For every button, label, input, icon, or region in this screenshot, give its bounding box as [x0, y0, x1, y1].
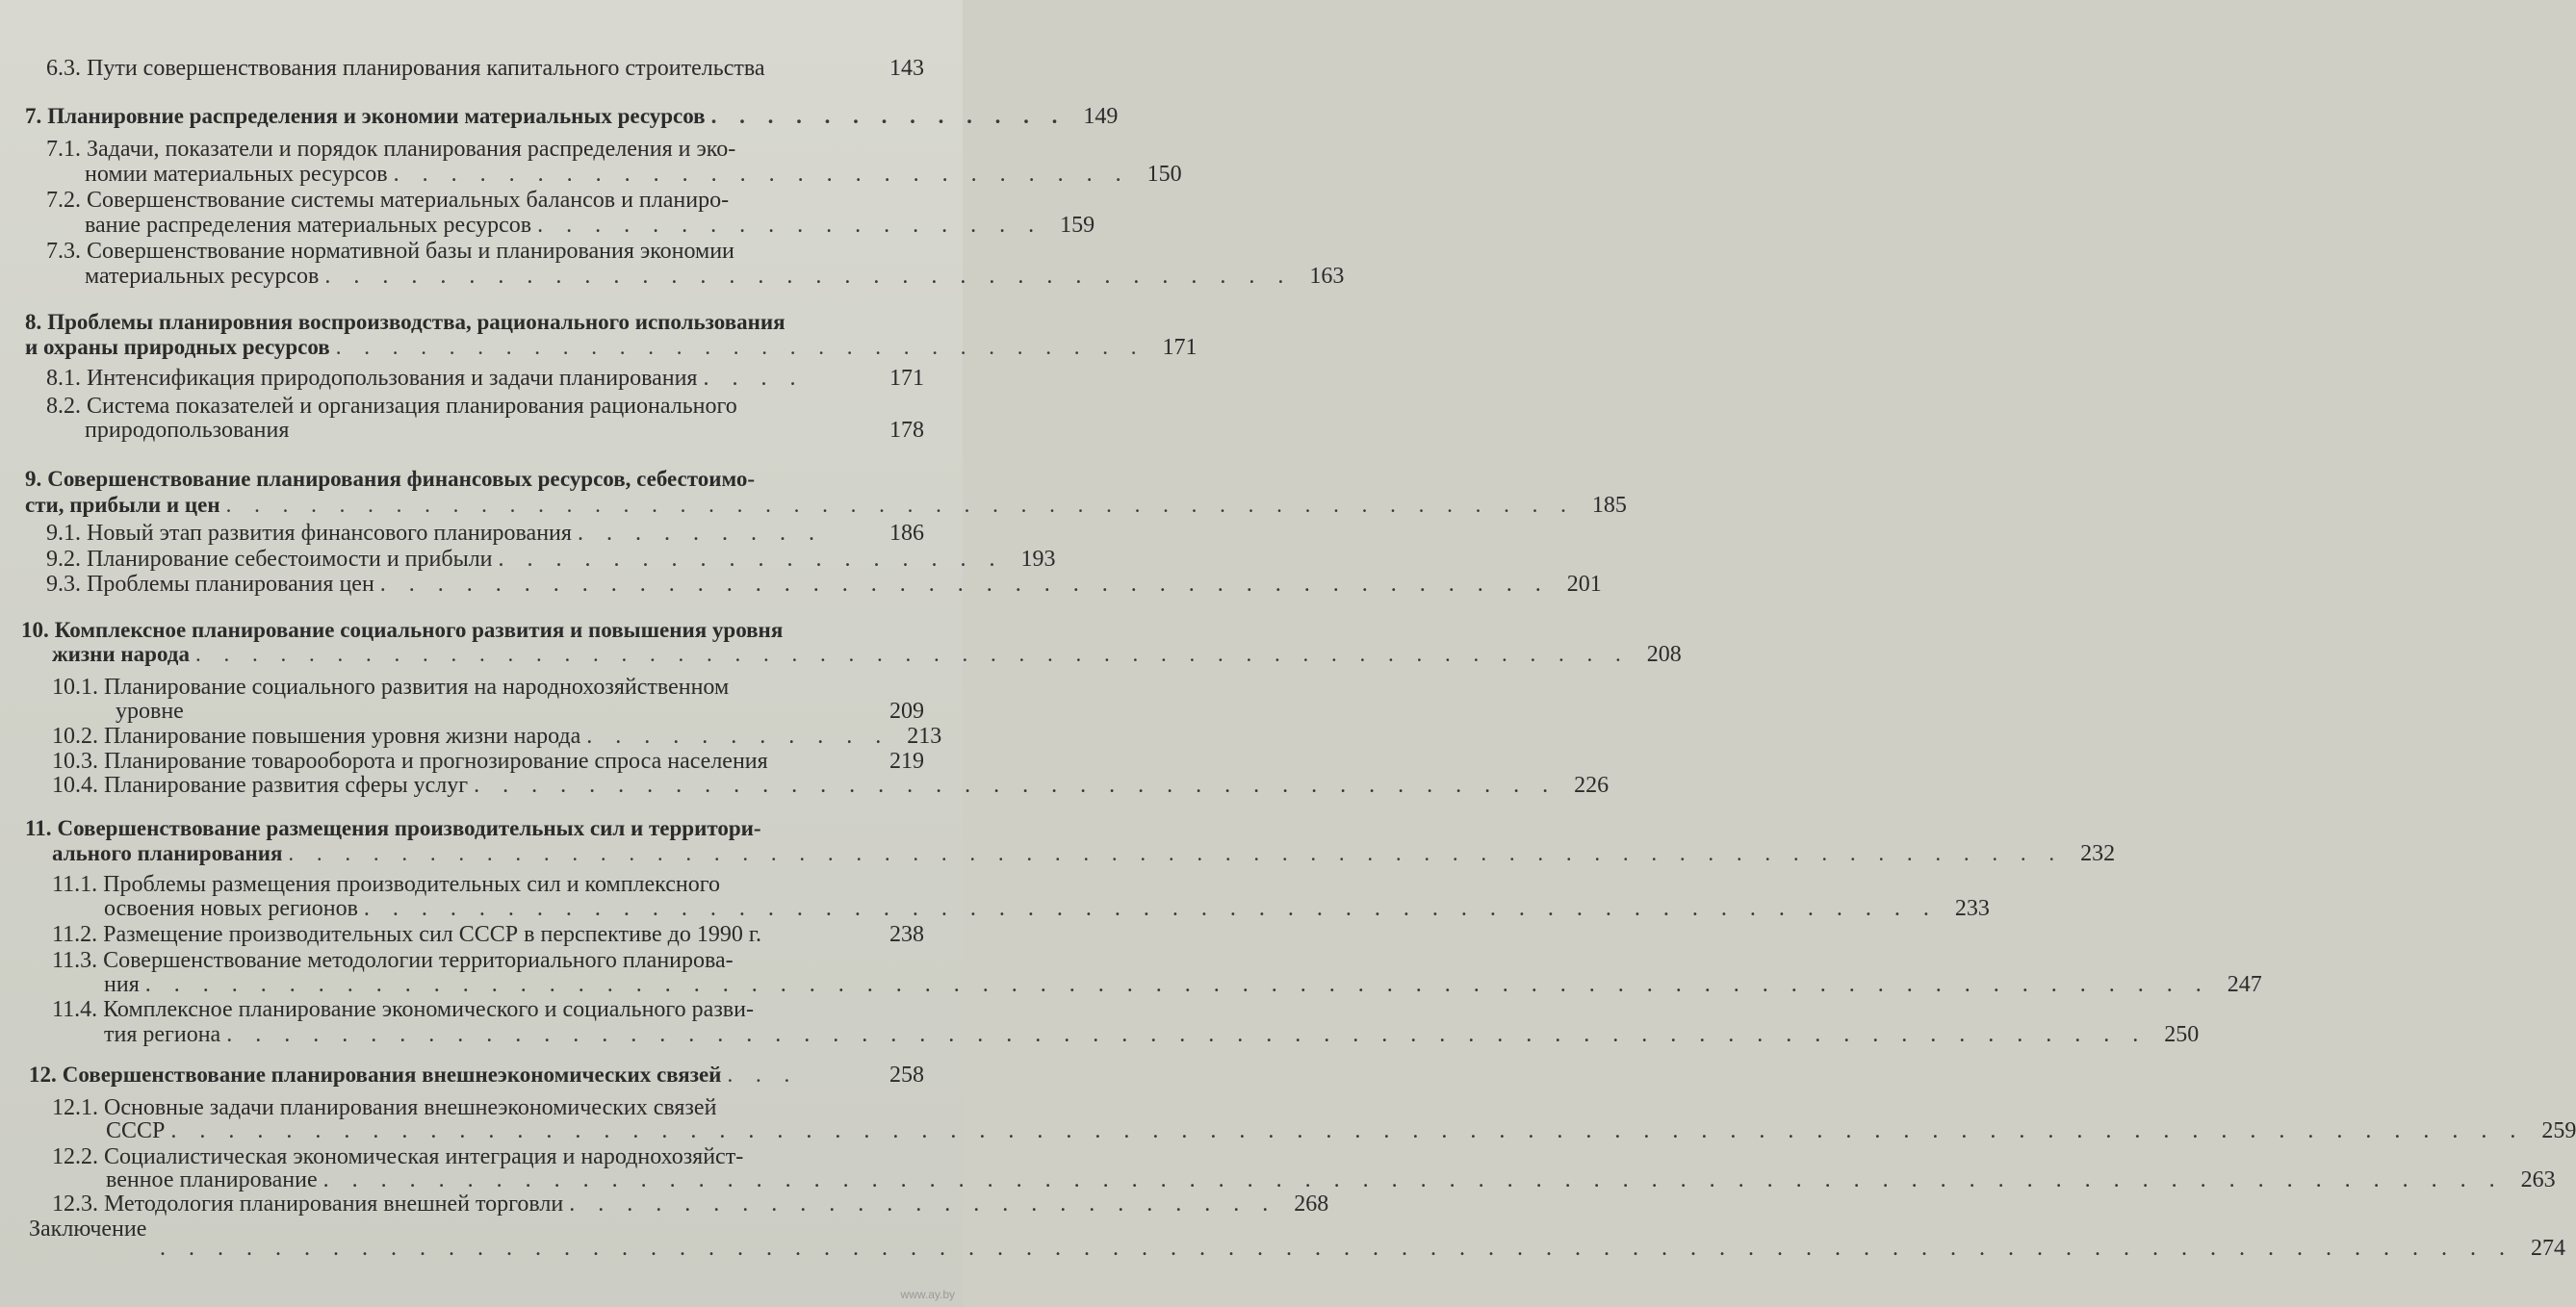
entry-title: Новый этап развития финансового планирования: [87, 521, 572, 546]
toc-entry-11-1: [52, 872, 924, 898]
entry-page: 163: [1309, 264, 1345, 289]
toc-chapter-8-cont: [25, 335, 1198, 361]
entry-page: 268: [1294, 1192, 1329, 1217]
toc-chapter-12: [29, 1063, 924, 1089]
entry-number: 8.2.: [46, 394, 81, 419]
toc-entry-7-2: [46, 188, 924, 214]
entry-number: 7.1.: [46, 137, 81, 162]
toc-chapter-11: [25, 816, 924, 841]
entry-title: материальных ресурсов: [85, 264, 320, 289]
entry-number: 12.2.: [52, 1144, 98, 1169]
entry-title: Задачи, показатели и порядок планирования распределения и эко-: [87, 137, 736, 162]
entry-title: жизни народа: [52, 642, 190, 666]
entry-page: 232: [2080, 841, 2116, 866]
toc-entry-11-4-cont: [104, 1022, 2200, 1048]
entry-title: уровне: [116, 699, 184, 724]
entry-title: Планирование себестоимости и прибыли: [87, 547, 493, 572]
dot-leader: . . . . . . . . . . . . . . . . . . . . . . . . . . . . . . . . . . . . . . . . . . . . . . . . . . . . . . . . . . . . . . . . . . .: [226, 1022, 2148, 1047]
toc-entry-6-3: [46, 56, 924, 82]
entry-title: Проблемы планировния воспроизводства, рационального использования: [47, 310, 786, 334]
watermark: www.ay.by: [900, 1288, 955, 1301]
entry-page: 209: [889, 699, 924, 724]
entry-number: 11.3.: [52, 948, 98, 973]
toc-entry-7-2-cont: [85, 213, 1095, 239]
entry-number: 12.1.: [52, 1095, 98, 1120]
toc-entry-8-1: [46, 366, 924, 392]
entry-page: 201: [1566, 572, 1602, 597]
dot-leader: . . .: [727, 1063, 799, 1087]
entry-title: Заключение: [29, 1217, 147, 1242]
toc-entry-11-4: [52, 997, 924, 1023]
toc-entry-10-1: [52, 675, 924, 701]
entry-title: Планирование социального развития на народнохозяйственном: [104, 675, 730, 700]
entry-title: тия региона: [104, 1022, 221, 1047]
toc-entry-8-2: [46, 394, 924, 420]
entry-number: 7.3.: [46, 239, 81, 264]
entry-page: 185: [1591, 493, 1627, 518]
entry-title: Система показателей и организация планирования рационального: [87, 394, 737, 419]
toc-entry-7-3: [46, 239, 924, 265]
toc-entry-12-1-cont: [106, 1118, 2576, 1144]
entry-number: 12.3.: [52, 1192, 98, 1217]
toc-entry-12-2: [52, 1144, 924, 1170]
entry-page: 143: [889, 56, 924, 81]
entry-page: 149: [1083, 104, 1119, 129]
entry-number: 11.: [25, 816, 52, 840]
toc-entry-7-3-cont: [85, 264, 1345, 290]
toc-entry-9-2: [46, 547, 1056, 573]
dot-leader: . . . . . . . . . . . . . . . . . .: [498, 547, 1004, 572]
dot-leader: . . . . . . . . . . . . . . . . . . . . . . . . .: [569, 1192, 1277, 1217]
dot-leader: . . . . . . . . . . . . . . . . . . . . . . . . . . . . . . . . . .: [324, 264, 1293, 289]
entry-page: 171: [889, 366, 924, 391]
entry-number: 12.: [29, 1063, 57, 1087]
entry-title: Совершенствование системы материальных балансов и планиро-: [87, 188, 730, 213]
toc-entry-10-3: [52, 749, 924, 775]
toc-entry-11-3-cont: [104, 972, 2262, 998]
entry-page: 274: [2531, 1236, 2565, 1261]
toc-chapter-10-cont: [52, 642, 1682, 668]
entry-title: Проблемы планирования цен: [87, 572, 374, 597]
dot-leader: . . . . . . . . . . . . . . . . . . . . . . . . . . . . . . . . . . . . . . . . . . . . . . . . . . .: [194, 642, 1630, 666]
entry-title: Планирование товарооборота и прогнозирование спроса населения: [104, 749, 768, 774]
entry-title: Методология планирования внешней торговли: [104, 1192, 564, 1217]
entry-title: сти, прибыли и цен: [25, 493, 220, 517]
entry-title: Планирование повышения уровня жизни народа: [104, 724, 581, 749]
entry-title: Совершенствование нормативной базы и планирования экономии: [87, 239, 734, 264]
entry-title: Пути совершенствования планирования капитального строительства: [87, 56, 765, 81]
entry-title: ния: [104, 972, 140, 997]
toc-chapter-11-cont: [52, 841, 2116, 867]
entry-title: Комплексное планирование социального развития и повышения уровня: [54, 618, 784, 642]
dot-leader: . . . . . . . . . . . . . . . . . . . . . . . . . . . . . . . . . . . . . . . . . . . . . . . . . . . . . . . . . . . . . . . . . . . . . . . .: [144, 972, 2210, 997]
entry-title: номии материальных ресурсов: [85, 162, 388, 187]
toc-entry-9-3: [46, 572, 1602, 598]
entry-title: Планировние распределения и экономии материальных ресурсов: [47, 104, 706, 128]
entry-number: 11.1.: [52, 872, 98, 897]
toc-entry-12-1: [52, 1095, 924, 1121]
toc-chapter-9: [25, 467, 924, 492]
entry-page: 247: [2227, 972, 2262, 997]
dot-leader: . . . . . . . . . . . . . . . . . . . . . . . . . .: [393, 162, 1130, 187]
entry-title: Совершенствование планирования финансовых ресурсов, себестоимо-: [47, 467, 755, 491]
entry-page: 193: [1020, 547, 1056, 572]
dot-leader: . . . . . . . . . . . . . . . . . . . . . . . . . . . . . . . . . . . . . . . . . . . . . . . . . . . . . . . . . . . . . . . . . . . . . . . . . . . .: [322, 1167, 2504, 1192]
entry-page: 150: [1146, 162, 1182, 187]
entry-number: 10.3.: [52, 749, 98, 774]
dot-leader: . . . . . . . . . . . . . . . . . . . . . . . . . . . . . . . . . . . . . . . . . . . . . . . . . . . . . . . . . . . . . . . . . . . . . . . . . . . . . . . . . .: [160, 1236, 2513, 1261]
entry-number: 9.3.: [46, 572, 81, 597]
entry-number: 7.2.: [46, 188, 81, 213]
entry-number: 11.2.: [52, 922, 98, 947]
toc-entry-10-2: [52, 724, 942, 750]
entry-number: 11.4.: [52, 997, 98, 1022]
entry-title: Совершенствование размещения производительных сил и территори-: [57, 816, 761, 840]
entry-page: 213: [907, 724, 942, 749]
entry-title: Социалистическая экономическая интеграция и народнохозяйст-: [104, 1144, 744, 1169]
dot-leader: . . . . . . . . . . . . . . . . . . . . . . . . . . . . .: [335, 335, 1146, 359]
entry-title: Проблемы размещения производительных сил и комплексного: [103, 872, 720, 897]
entry-title: природопользования: [85, 418, 290, 443]
entry-title: Основные задачи планирования внешнеэкономических связей: [104, 1095, 717, 1120]
entry-page: 186: [889, 521, 924, 546]
toc-entry-8-2-cont: [85, 418, 924, 444]
dot-leader: . . . .: [703, 366, 805, 391]
toc-entry-12-2-cont: [106, 1167, 2556, 1193]
dot-leader: . . . . . . . . . . .: [586, 724, 890, 749]
toc-chapter-9-cont: [25, 493, 1627, 519]
toc-entry-12-3: [52, 1192, 1329, 1217]
dot-leader: . . . . . . . . . . . . . . . . . . . . . . . . . . . . . . . . . . . . . . . . . . . . . . . . . . . . . . .: [363, 896, 1938, 921]
entry-title: вание распределения материальных ресурсов: [85, 213, 532, 238]
entry-number: 10.1.: [52, 675, 98, 700]
entry-number: 9.: [25, 467, 42, 491]
entry-title: Интенсификация природопользования и задачи планирования: [87, 366, 698, 391]
entry-number: 8.1.: [46, 366, 81, 391]
entry-page: 219: [889, 749, 924, 774]
toc-conclusion-page-line: [154, 1236, 2565, 1262]
toc-entry-7-1-cont: [85, 162, 1182, 188]
entry-page: 233: [1954, 896, 1990, 921]
toc-chapter-10: [21, 618, 924, 643]
entry-page: 263: [2520, 1167, 2556, 1192]
entry-page: 250: [2164, 1022, 2200, 1047]
entry-page: 226: [1574, 773, 1610, 798]
toc-chapter-7: [25, 104, 1119, 130]
entry-title: освоения новых регионов: [104, 896, 358, 921]
entry-number: 8.: [25, 310, 42, 334]
entry-title: Совершенствование планирования внешнеэкономических связей: [62, 1063, 722, 1087]
entry-title: ального планирования: [52, 841, 283, 865]
toc-entry-11-2: [52, 922, 924, 948]
entry-number: 9.2.: [46, 547, 81, 572]
toc-entry-10-4: [52, 773, 1610, 799]
entry-number: 6.3.: [46, 56, 81, 81]
entry-page: 159: [1060, 213, 1095, 238]
toc-entry-10-1-cont: [116, 699, 924, 725]
entry-title: Планирование развития сферы услуг: [104, 773, 469, 798]
entry-title: венное планирование: [106, 1167, 318, 1192]
entry-page: 208: [1646, 642, 1682, 667]
toc-entry-7-1: [46, 137, 924, 163]
entry-title: и охраны природных ресурсов: [25, 335, 330, 359]
dot-leader: . . . . . . . . . . . . . . . . . . . . . . . . . . . . . . . . . . . . . . . . .: [379, 572, 1550, 597]
toc-entry-9-1: [46, 521, 924, 547]
dot-leader: . . . . . . . . .: [577, 521, 823, 546]
dot-leader: . . . . . . . . . . . . . . . . . . . . . . . . . . . . . . . . . . . . . . . . . . . . . . . . . . . . . . . . . . . . . . . . . . . . . . . . . . . . . . . . . .: [170, 1118, 2525, 1143]
dot-leader: . . . . . . . . . . . . . . . . . . . . . . . . . . . . . . . . . . . . . .: [474, 773, 1558, 798]
entry-page: 238: [889, 922, 924, 947]
entry-title: Размещение производительных сил СССР в перспективе до 1990 г.: [103, 922, 761, 947]
toc-entry-11-1-cont: [104, 896, 1990, 922]
entry-number: 9.1.: [46, 521, 81, 546]
entry-title: Совершенствование методологии территориального планирова-: [103, 948, 734, 973]
entry-number: 10.4.: [52, 773, 98, 798]
entry-title: Комплексное планирование экономического и социального разви-: [103, 997, 754, 1022]
entry-number: 10.2.: [52, 724, 98, 749]
entry-number: 7.: [25, 104, 42, 128]
entry-number: 10.: [21, 618, 49, 642]
entry-title: СССР: [106, 1118, 166, 1143]
dot-leader: . . . . . . . . . . . . . . . . . . . . . . . . . . . . . . . . . . . . . . . . . . . . . . . . . . . . . . . . . . . . . . .: [288, 841, 2064, 865]
toc-entry-11-3: [52, 948, 924, 974]
entry-page: 171: [1162, 335, 1198, 360]
entry-page: 178: [889, 418, 924, 443]
dot-leader: . . . . . . . . . . . . . . . . . .: [537, 213, 1043, 238]
toc-chapter-8: [25, 310, 924, 335]
entry-page: 258: [889, 1063, 924, 1088]
dot-leader: . . . . . . . . . . . . .: [710, 104, 1067, 128]
dot-leader: . . . . . . . . . . . . . . . . . . . . . . . . . . . . . . . . . . . . . . . . . . . . . . . .: [225, 493, 1575, 517]
entry-page: 259: [2541, 1118, 2576, 1143]
